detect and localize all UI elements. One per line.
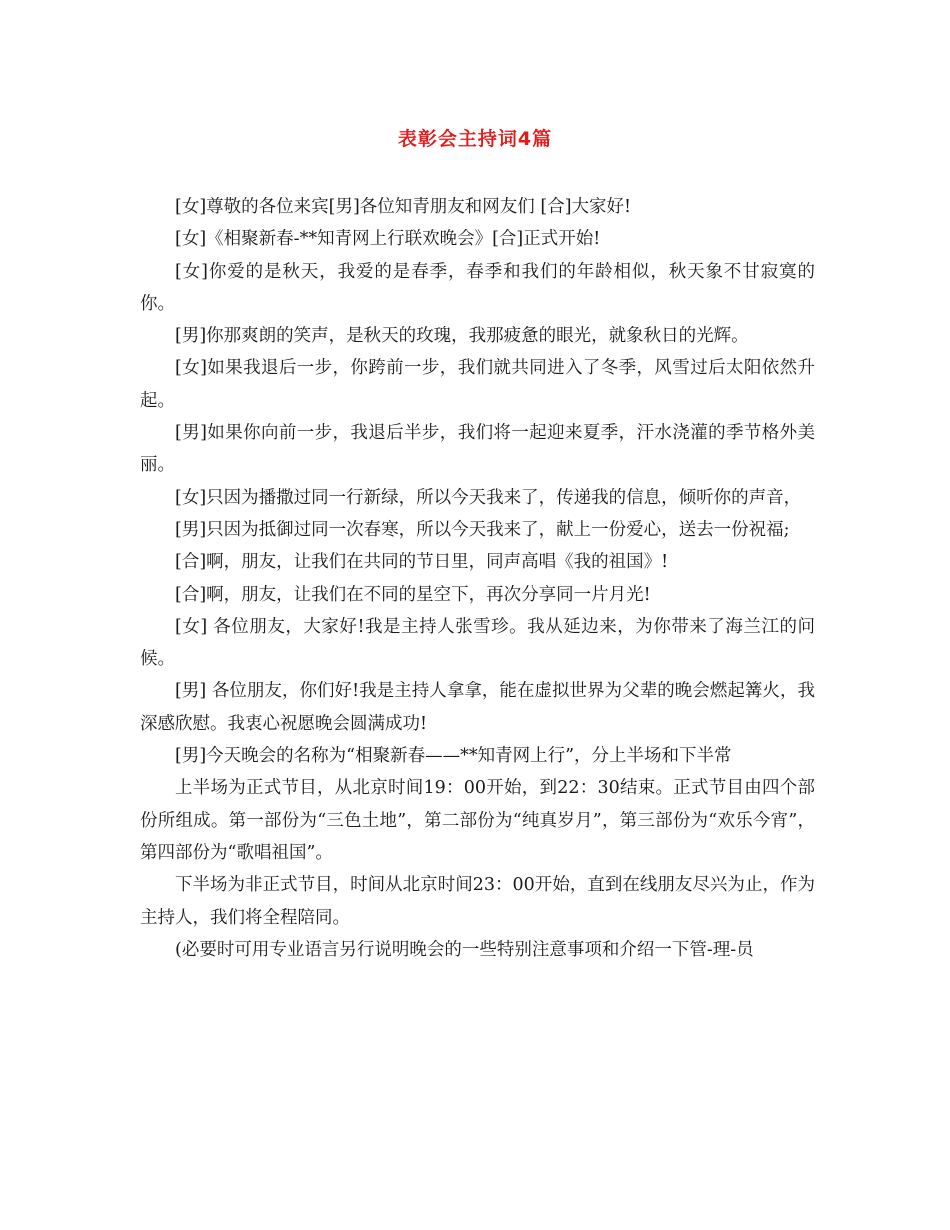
paragraph: [女]只因为播撒过同一行新绿，所以今天我来了，传递我的信息，倾听你的声音， (175, 487, 802, 508)
paragraph: [女]尊敬的各位来宾[男]各位知青朋友和网友们 [合]大家好! (175, 197, 632, 217)
paragraph: [女]《相聚新春-**知青网上行联欢晚会》[合]正式开始! (175, 229, 601, 250)
paragraph: [男] 各位朋友，你们好!我是主持人拿拿，能在虚拟世界为父辈的晚会燃起篝火，我深感欣慰。我衷心祝愿晚会圆满成功! (140, 681, 815, 734)
paragraph: [男]只因为抵御过同一次春寒，所以今天我来了，献上一份爱心，送去一份祝福; (175, 519, 790, 540)
document-title: 表彰会主持词4篇 (397, 128, 553, 150)
paragraph: (必要时可用专业语言另行说明晚会的一些特别注意事项和介绍一下管-理-员 (175, 939, 754, 960)
paragraph: [合]啊，朋友，让我们在共同的节日里，同声高唱《我的祖国》! (175, 552, 669, 573)
paragraph: [男]你那爽朗的笑声，是秋天的玫瑰，我那疲惫的眼光，就象秋日的光辉。 (175, 326, 749, 347)
document-body (140, 191, 815, 966)
paragraph: 上半场为正式节目，从北京时间19：00开始，到22：30结束。正式节目由四个部份所组成。第一部份为“三色土地”，第二部份为“纯真岁月”，第三部份为“欢乐今宵”，第四部份为“歌唱祖国”。 (140, 778, 815, 863)
paragraph: [女] 各位朋友，大家好!我是主持人张雪珍。我从延边来，为你带来了海兰江的问候。 (140, 616, 815, 670)
paragraph: [女]你爱的是秋天，我爱的是春季，春季和我们的年龄相似，秋天象不甘寂寞的你。 (140, 261, 815, 314)
paragraph: [男]如果你向前一步，我退后半步，我们将一起迎来夏季，汗水浇灌的季节格外美丽。 (140, 423, 815, 476)
paragraph: [合]啊，朋友，让我们在不同的星空下，再次分享同一片月光! (175, 584, 651, 605)
paragraph: [女]如果我退后一步，你跨前一步，我们就共同进入了冬季，风雪过后太阳依然升起。 (140, 358, 815, 411)
paragraph: 下半场为非正式节目，时间从北京时间23：00开始，直到在线朋友尽兴为止，作为主持人，我们将全程陪同。 (140, 875, 815, 928)
paragraph: [男]今天晚会的名称为“相聚新春——**知青网上行”，分上半场和下半常 (175, 746, 732, 767)
